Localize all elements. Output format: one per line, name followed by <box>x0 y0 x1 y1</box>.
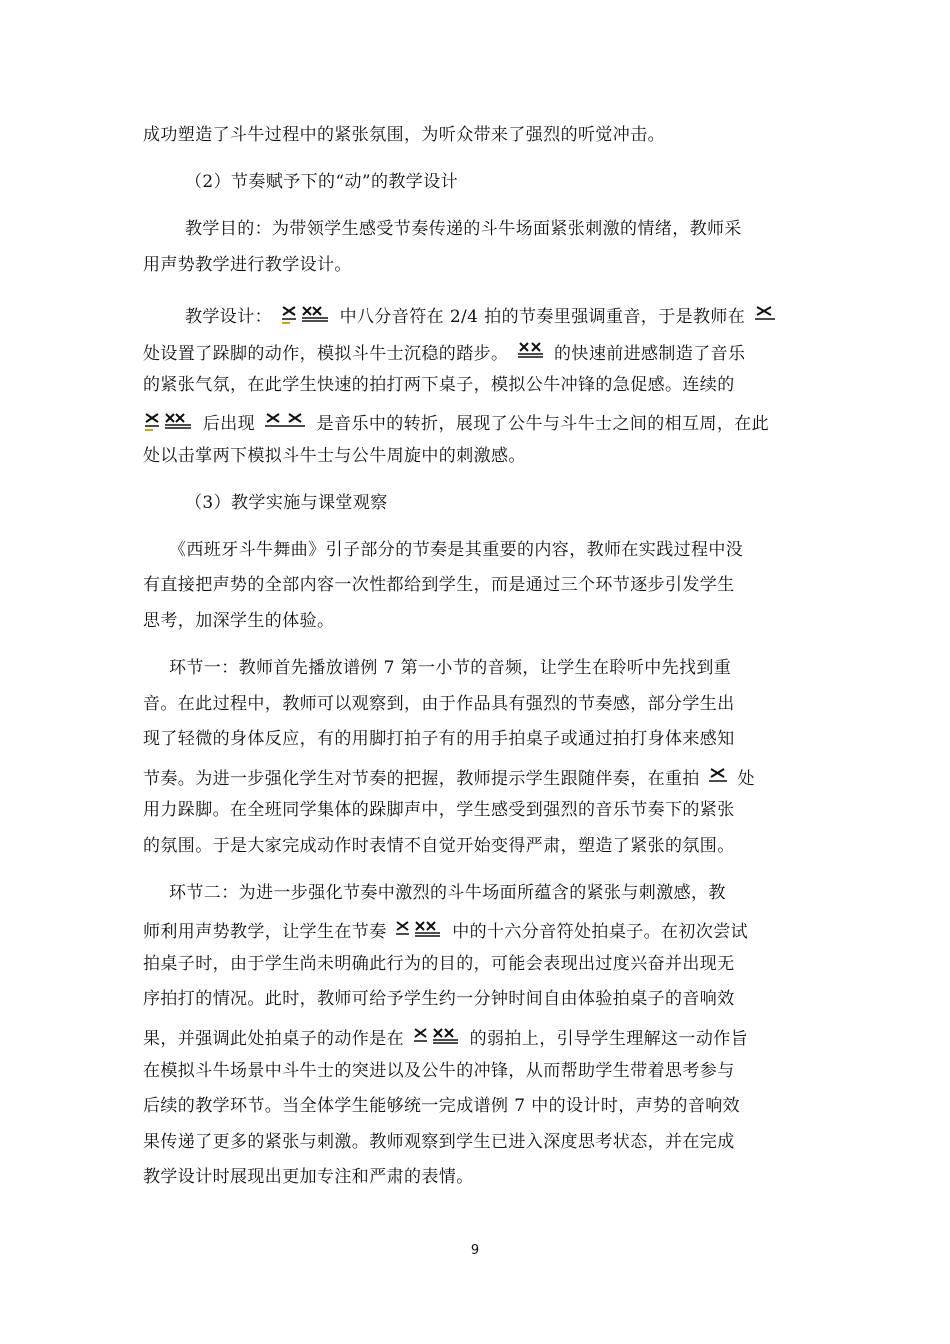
paragraph-line: 《西班牙斗牛舞曲》引子部分的节奏是其重要的内容，教师在实践过程中没 <box>169 540 744 560</box>
paragraph-line: 处设置了跺脚的动作，模拟斗牛士沉稳的踏步。 的快速前进感制造了音乐 <box>143 339 745 365</box>
rhythm-notation-icon <box>394 917 444 939</box>
page-number: 9 <box>470 1243 480 1258</box>
paragraph-line: 有直接把声势的全部内容一次性都给到学生，而是通过三个环节逐步引发学生 <box>143 575 735 595</box>
paragraph-line: 环节二：为进一步强化节奏中激烈的斗牛场面所蕴含的紧张与刺激感，教 <box>169 883 726 903</box>
accent-notes-icon <box>263 409 309 431</box>
section-heading: （3）教学实施与课堂观察 <box>185 493 388 513</box>
paragraph-line: 后出现 是音乐中的转折，展现了公牛与斗牛士之间的相互周，在此 <box>143 409 769 435</box>
paragraph-line: 果，并强调此处拍桌子的动作是在 的弱拍上，引导学生理解这一动作旨 <box>143 1024 748 1050</box>
rhythm-notation-icon <box>143 409 195 431</box>
paragraph-line: 的紧张气氛，在此学生快速的拍打两下桌子，模拟公牛冲锋的急促感。连续的 <box>143 375 735 395</box>
accent-note-icon <box>708 764 730 786</box>
paragraph-line: 音。在此过程中，教师可以观察到，由于作品具有强烈的节奏感，部分学生出 <box>143 694 735 714</box>
paragraph-line: 教学目的：为带领学生感受节奏传递的斗牛场面紧张刺激的情绪，教师采 <box>185 219 742 239</box>
paragraph-line: 教学设计时展现出更加专注和严肃的表情。 <box>143 1167 474 1187</box>
paragraph-line: 教学设计： 中八分音符在 2/4 拍的节奏里强调重音，于是教师在 <box>185 302 781 328</box>
rhythm-notation-icon <box>280 302 332 324</box>
rhythm-notation-icon <box>412 1024 462 1046</box>
paragraph-line: 成功塑造了斗牛过程中的紧张氛围，为听众带来了强烈的听觉冲击。 <box>143 125 665 145</box>
section-heading: （2）节奏赋予下的“动”的教学设计 <box>185 172 458 192</box>
paragraph-line: 环节一：教师首先播放谱例 7 第一小节的音频，让学生在聆听中先找到重 <box>169 658 732 678</box>
paragraph-line: 拍桌子时，由于学生尚未明确此行为的目的，可能会表现出过度兴奋并出现无 <box>143 954 735 974</box>
paragraph-line: 的氛围。于是大家完成动作时表情不自觉开始变得严肃，塑造了紧张的氛围。 <box>143 836 735 856</box>
paragraph-line: 后续的教学环节。当全体学生能够统一完成谱例 7 中的设计时，声势的音响效 <box>143 1096 741 1116</box>
paragraph-line: 思考，加深学生的体验。 <box>143 611 335 631</box>
paragraph-line: 处以击掌两下模拟斗牛士与公牛周旋中的刺激感。 <box>143 446 526 466</box>
paragraph-line: 用声势教学进行教学设计。 <box>143 255 352 275</box>
paragraph-line: 在模拟斗牛场景中斗牛士的突进以及公牛的冲锋，从而帮助学生带着思考参与 <box>143 1061 735 1081</box>
paragraph-line: 果传递了更多的紧张与刺激。教师观察到学生已进入深度思考状态，并在完成 <box>143 1132 735 1152</box>
paragraph-line: 序拍打的情况。此时，教师可给予学生约一分钟时间自由体验拍桌子的音响效 <box>143 989 735 1009</box>
paragraph-line: 节奏。为进一步强化学生对节奏的把握，教师提示学生跟随伴奏，在重拍 处 <box>143 764 755 790</box>
paragraph-line: 用力跺脚。在全班同学集体的跺脚声中，学生感受到强烈的音乐节奏下的紧张 <box>143 800 735 820</box>
paragraph-line: 师利用声势教学，让学生在节奏 中的十六分音符处拍桌子。在初次尝试 <box>143 917 748 943</box>
accent-note-icon <box>753 302 779 324</box>
sixteenth-notes-icon <box>516 339 546 361</box>
paragraph-line: 现了轻微的身体反应，有的用脚打拍子有的用手拍桌子或通过拍打身体来感知 <box>143 729 735 749</box>
